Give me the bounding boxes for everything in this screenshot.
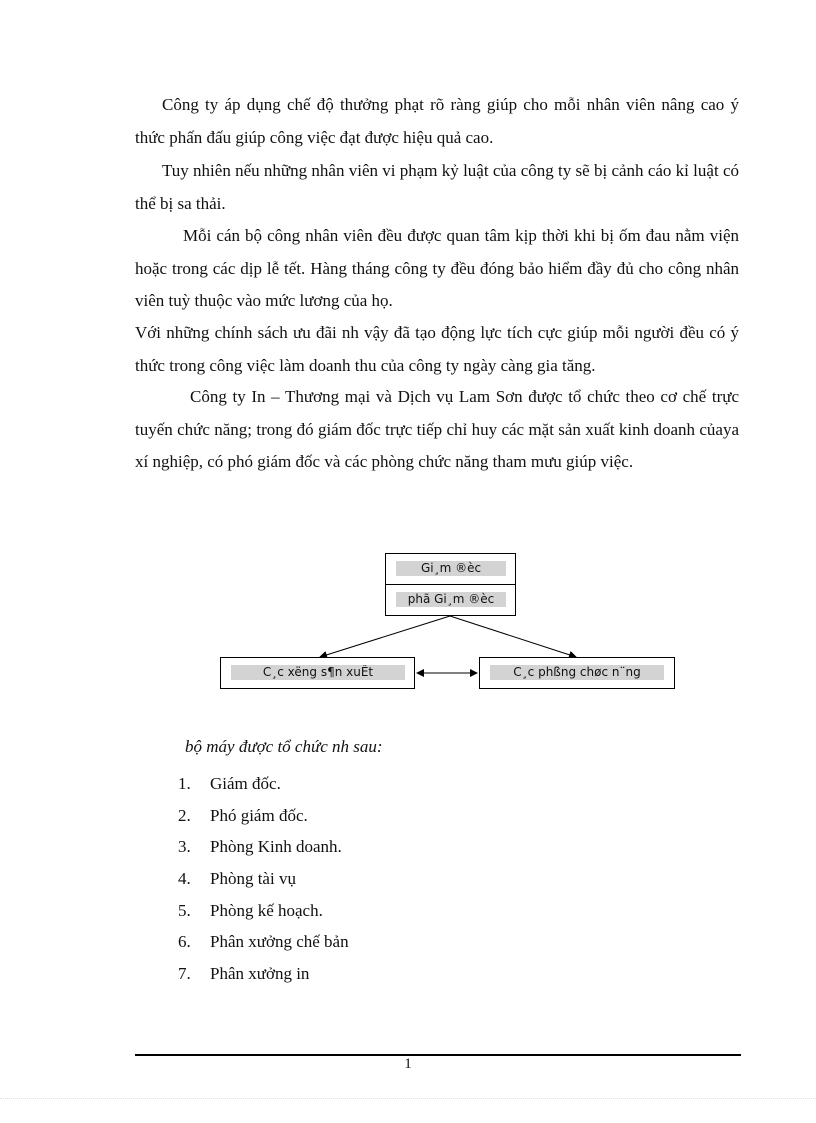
production-workshops-box xyxy=(220,657,415,689)
connector-to-production xyxy=(320,616,450,657)
list-text: Phó giám đốc. xyxy=(210,805,308,825)
list-text: Phân xưởng chế bản xyxy=(210,932,349,952)
list-number: 4. xyxy=(178,869,191,889)
list-text: Phòng tài vụ xyxy=(210,869,296,889)
production-workshops-label: C¸c xëng s¶n xuÊt xyxy=(231,665,405,680)
structure-subheading: bộ máy được tổ chức nh sau: xyxy=(185,737,383,756)
director-box xyxy=(385,553,516,616)
list-number: 6. xyxy=(178,932,191,952)
list-item xyxy=(178,895,349,927)
connector-to-departments xyxy=(450,616,576,657)
paragraph-incentives: Với những chính sách ưu đãi nh vậy đã tạo động lực tích cực giúp mỗi người đều có ý thức trong công việc làm doanh thu của công ty ngày càng gia tăng. xyxy=(135,323,739,375)
list-item xyxy=(178,958,349,990)
list-item xyxy=(178,863,349,895)
paragraph-reward-policy: Công ty áp dụng chế độ thưởng phạt rõ ràng giúp cho mỗi nhân viên nâng cao ý thức phấn đấu giúp công việc đạt được hiệu quả cao. xyxy=(135,95,739,147)
list-text: Phòng kế hoạch. xyxy=(210,900,323,920)
list-text: Phòng Kinh doanh. xyxy=(210,837,342,857)
list-text: Giám đốc. xyxy=(210,774,281,793)
list-number: 1. xyxy=(178,774,191,793)
list-item xyxy=(178,768,349,800)
list-item xyxy=(178,800,349,832)
page-edge-divider xyxy=(0,1098,816,1099)
list-item xyxy=(178,926,349,958)
paragraph-organization: Công ty In – Thương mại và Dịch vụ Lam Sơn được tổ chức theo cơ chế trực tuyến chức năng; trong đó giám đốc trực tiếp chỉ huy các mặt sản xuất kinh doanh củaya xí nghiệp, có phó giám đốc và các phòng chức năng tham mưu giúp việc. xyxy=(135,387,739,471)
director-label: Gi¸m ®èc xyxy=(396,561,506,576)
list-number: 3. xyxy=(178,837,191,857)
paragraph-discipline: Tuy nhiên nếu những nhân viên vi phạm kỷ luật của công ty sẽ bị cảnh cáo kỉ luật có thể bị sa thải. xyxy=(135,161,739,213)
list-item xyxy=(178,831,349,863)
paragraph-benefits: Mỗi cán bộ công nhân viên đều được quan tâm kịp thời khi bị ốm đau nằm viện hoặc trong các dịp lễ tết. Hàng tháng công ty đều đóng bảo hiểm đầy đủ cho công nhân viên tuỳ thuộc vào mức lương của họ. xyxy=(135,226,739,310)
list-text: Phân xưởng in xyxy=(210,964,310,984)
list-number: 2. xyxy=(178,805,191,825)
list-number: 7. xyxy=(178,964,191,984)
deputy-director-label: phã Gi¸m ®èc xyxy=(396,592,506,607)
page-number: 1 xyxy=(404,1056,412,1072)
functional-departments-label: C¸c phßng chøc n¨ng xyxy=(490,665,664,680)
list-number: 5. xyxy=(178,900,191,920)
functional-departments-box xyxy=(479,657,675,689)
department-list xyxy=(178,768,349,990)
director-box-divider xyxy=(386,584,515,585)
